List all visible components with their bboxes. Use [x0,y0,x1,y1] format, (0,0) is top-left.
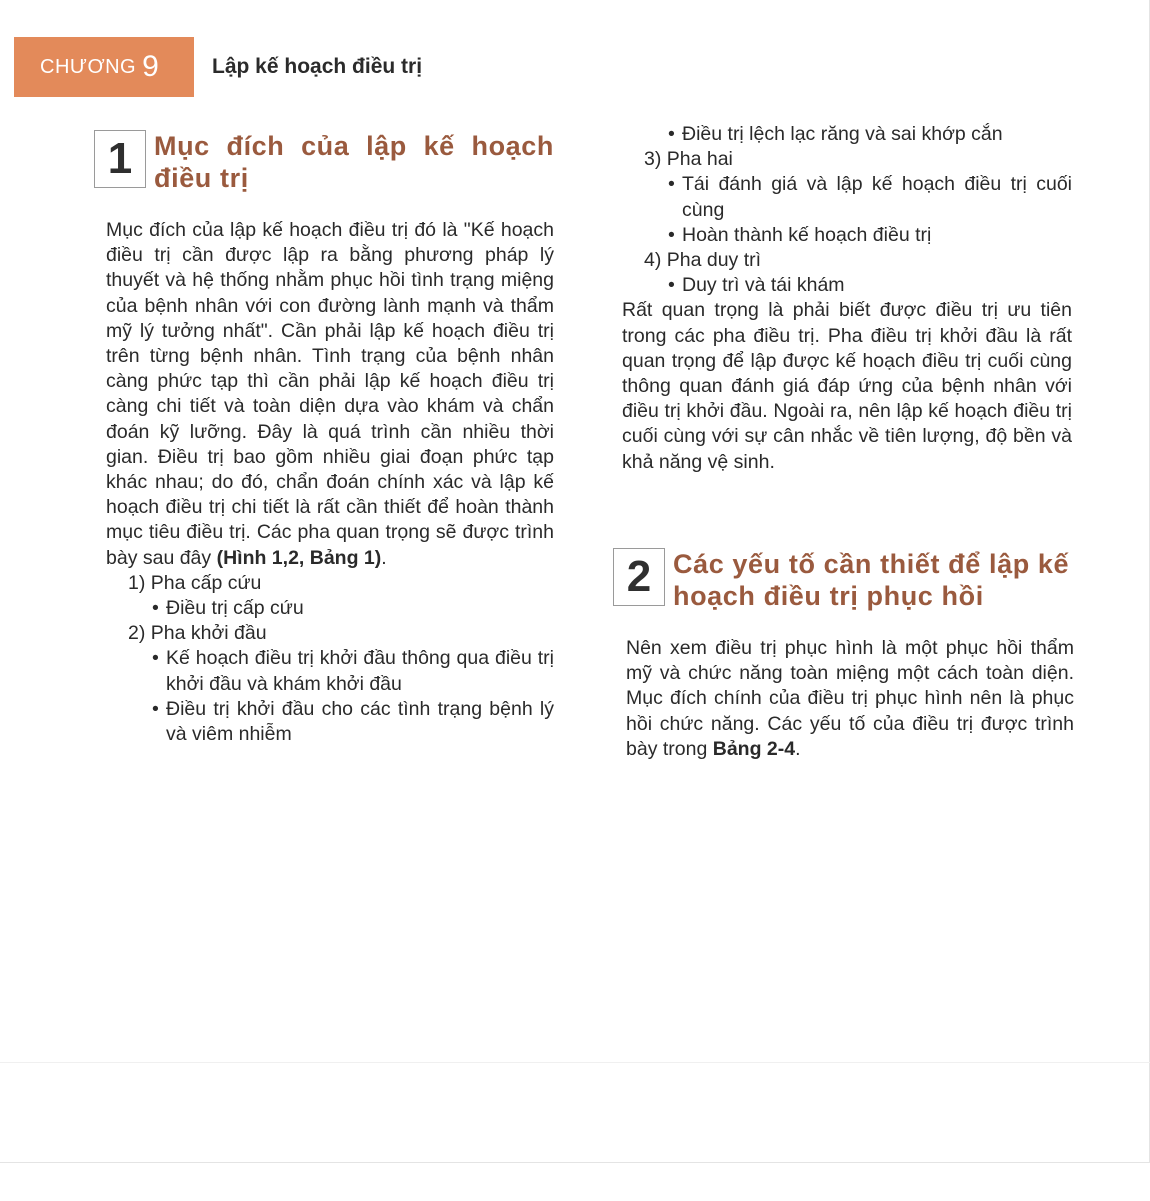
section-2-paragraph: Nên xem điều trị phục hình là một phục hồi thẩm mỹ và chức năng toàn miệng một cách toàn diện. Mục đích chính của điều trị phục hình nên là phục hồi chức năng. Các yếu tố của điều trị được trình bày trong Bảng 2-4. [626,637,1074,760]
list-item: • Điều trị khởi đầu cho các tình trạng bệnh lý và viêm nhiễm [152,697,554,746]
section-1-number: 1 [94,130,146,188]
section-1-title: Mục đích của lập kế hoạch điều trị [154,131,554,193]
phase-2-label: 2) Pha khởi đầu [128,622,267,645]
left-column [106,218,554,747]
phase-1-label: 1) Pha cấp cứu [128,571,262,594]
list-item: • Điều trị lệch lạc răng và sai khớp cắn [668,123,1003,145]
phase-3-label: 3) Pha hai [644,148,733,171]
list-item: • Kế hoạch điều trị khởi đầu thông qua điều trị khởi đầu và khám khởi đầu [152,647,554,695]
chapter-label: CHƯƠNG [40,55,137,78]
section-1-heading [94,130,554,194]
list-item: • Tái đánh giá và lập kế hoạch điều trị cuối cùng [668,173,1072,221]
section-2-number: 2 [613,548,665,606]
chapter-title: Lập kế hoạch điều trị [212,55,423,78]
figure-ref: (Hình 1,2, Bảng 1) [216,546,382,569]
chapter-tab [14,37,194,97]
phase-4-label: 4) Pha duy trì [644,249,762,272]
list-item: • Hoàn thành kế hoạch điều trị [668,223,932,246]
section-1-closing: Rất quan trọng là phải biết được điều trị ưu tiên trong các pha điều trị. Pha điều trị khởi đầu là rất quan trọng để lập được kế hoạch điều trị cuối cùng thông quan đánh giá đáp ứng của bệnh nhân với điều trị khởi đầu. Ngoài ra, nên lập kế hoạch điều trị cuối cùng với sự cân nhắc về tiên lượng, độ bền và khả năng vệ sinh. [622,299,1072,473]
chapter-header [14,37,422,97]
section-2-title: Các yếu tố cần thiết để lập kế hoạch điều trị phục hồi [673,549,1070,611]
section-1-paragraph: Mục đích của lập kế hoạch điều trị đó là "Kế hoạch điều trị cần được lập ra bằng phương pháp lý thuyết và hệ thống nhằm phục hồi tình trạng miệng của bệnh nhân với con đường lành mạnh và thẩm mỹ lý tưởng nhất". Cần phải lập kế hoạch điều trị trên từng bệnh nhân. Tình trạng của bệnh nhân càng phức tạp thì cần phải lập kế hoạch điều trị càng chi tiết và toàn diện dựa vào khám và chẩn đoán kỹ lưỡng. Đây là quá trình cần nhiều thời gian. Điều trị bao gồm nhiều giai đoạn phức tạp khác nhau; do đó, chẩn đoán chính xác và lập kế hoạch điều trị chi tiết là rất cần thiết để hoàn thành mục tiêu điều trị. Các pha quan trọng sẽ được trình bày sau đây (Hình 1,2, Bảng 1). [106,219,554,569]
table-ref: Bảng 2-4 [712,737,796,760]
section-2-heading [613,548,1075,612]
section-2-body [626,636,1074,762]
list-item: • Duy trì và tái khám [668,274,845,297]
scan-line [0,1062,1150,1063]
list-item: • Điều trị cấp cứu [152,597,304,620]
chapter-number: 9 [142,50,159,83]
right-column [622,122,1072,475]
